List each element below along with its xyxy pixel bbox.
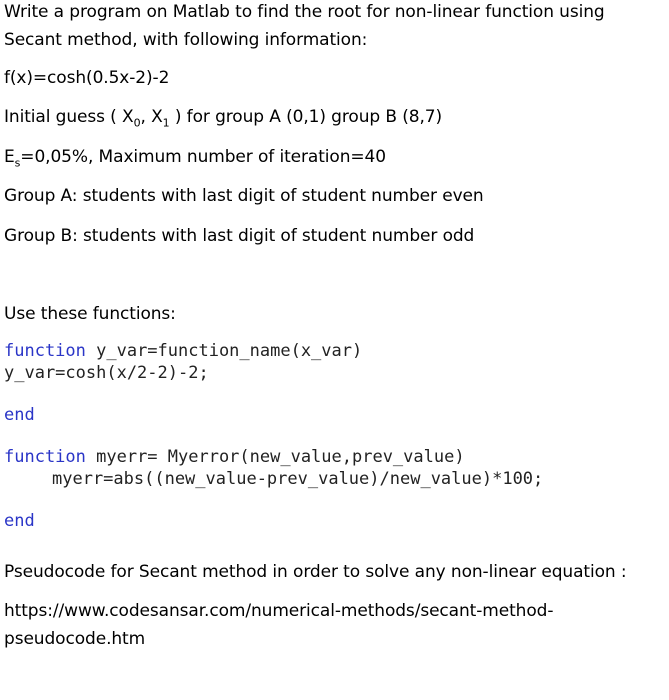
error-suffix: =0,05%, Maximum number of iteration=40	[20, 147, 386, 167]
function-keyword: function	[4, 341, 86, 361]
code-f1-body: y_var=cosh(x/2-2)-2;	[4, 363, 209, 383]
task-line-2: Secant method, with following information:	[4, 30, 368, 50]
initial-guess-prefix: Initial guess ( X	[4, 107, 134, 127]
initial-guess-comma: , X	[140, 107, 163, 127]
function-definition: f(x)=cosh(0.5x-2)-2	[4, 68, 170, 88]
code-end-1: end	[4, 405, 35, 425]
group-a-line: Group A: students with last digit of student number even	[4, 186, 484, 206]
function-keyword: function	[4, 447, 86, 467]
group-b-line: Group B: students with last digit of student number odd	[4, 226, 475, 246]
f1-signature-text: y_var=function_name(x_var)	[85, 341, 363, 361]
initial-guess-line	[4, 105, 442, 129]
code-f2-signature	[4, 446, 465, 468]
pseudocode-url-line-1: https://www.codesansar.com/numerical-methods/secant-method-	[4, 601, 554, 621]
initial-guess-sub1: 1	[162, 116, 170, 130]
code-f2-body: myerr=abs((new_value-prev_value)/new_value)*100;	[52, 469, 544, 489]
code-f1-signature	[4, 340, 362, 362]
pseudocode-url-line-2: pseudocode.htm	[4, 629, 146, 649]
pseudocode-intro: Pseudocode for Secant method in order to solve any non-linear equation :	[4, 562, 627, 582]
code-end-2: end	[4, 511, 35, 531]
task-line-1: Write a program on Matlab to find the root for non-linear function using	[4, 2, 605, 22]
error-sub: s	[14, 156, 21, 170]
initial-guess-suffix: ) for group A (0,1) group B (8,7)	[169, 107, 443, 127]
initial-guess-sub0: 0	[133, 116, 141, 130]
use-functions-heading: Use these functions:	[4, 304, 176, 324]
error-prefix: E	[4, 147, 15, 167]
f2-signature-text: myerr= Myerror(new_value,prev_value)	[85, 447, 465, 467]
error-line	[4, 145, 386, 169]
